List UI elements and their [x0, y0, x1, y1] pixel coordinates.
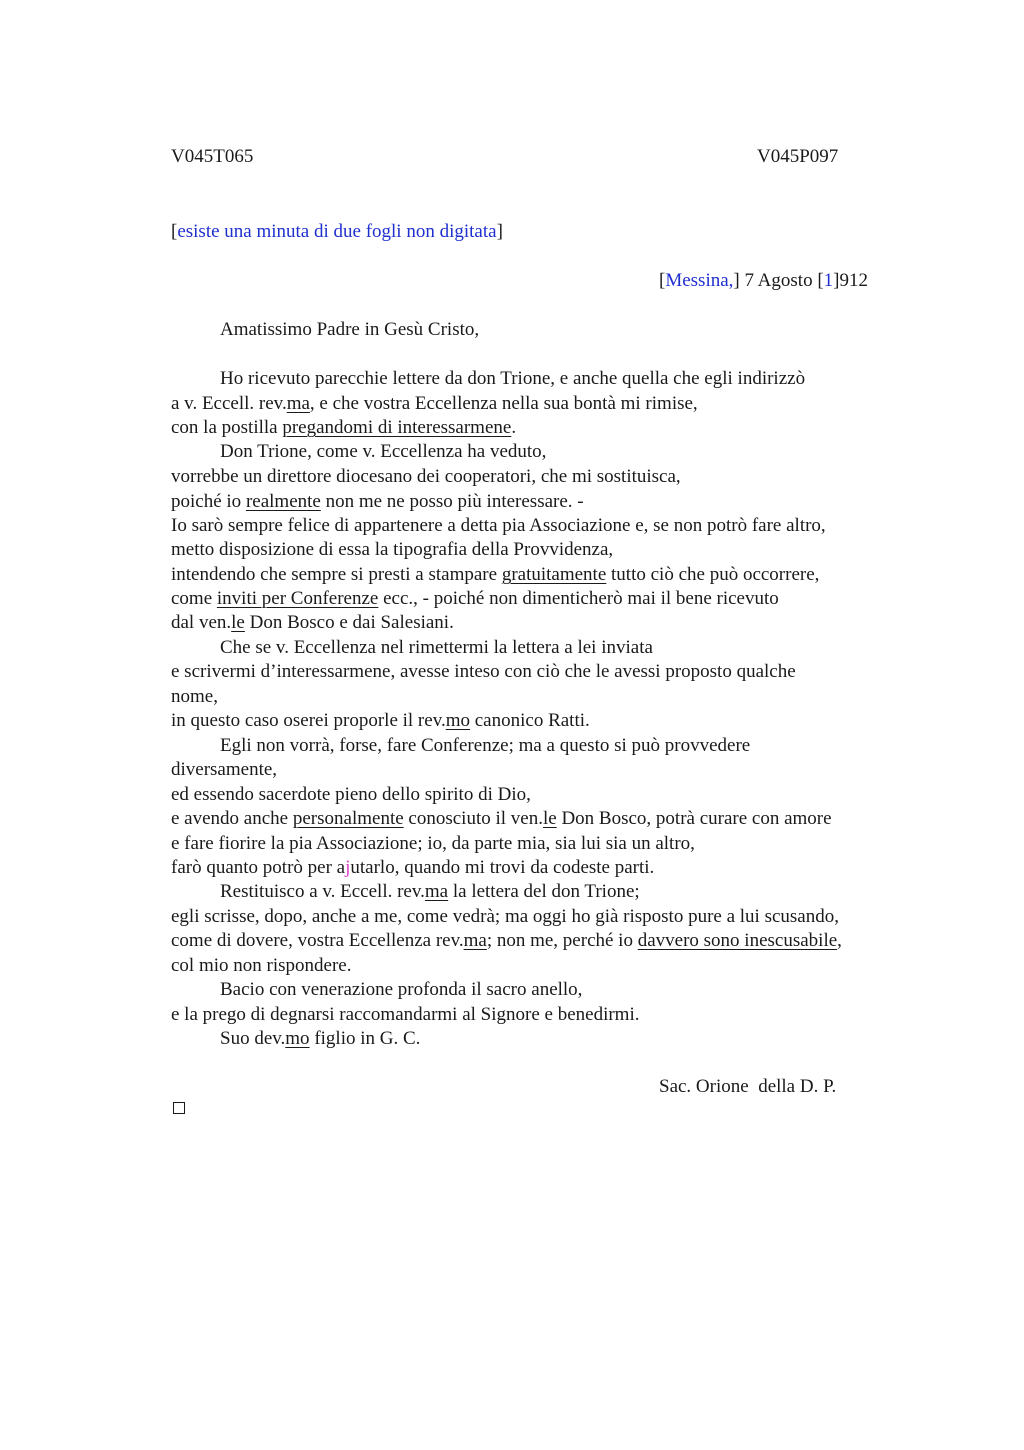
- underlined-text: realmente: [245, 491, 321, 512]
- text: farò quanto potrò per a: [171, 857, 346, 878]
- underlined-text: ma: [424, 881, 449, 902]
- letter-line: Che se v. Eccellenza nel rimettermi la lettera a lei inviata: [220, 637, 653, 658]
- text: ecc., - poiché non dimenticherò mai il bene ricevuto: [378, 588, 779, 609]
- note-text: esiste una minuta di due fogli non digitata: [177, 221, 497, 242]
- document-code-right: V045P097: [757, 146, 839, 167]
- text: tutto ciò che può occorrere,: [606, 564, 820, 585]
- note-bracket-open: [: [171, 221, 178, 242]
- letter-line: col mio non rispondere.: [171, 955, 352, 976]
- underlined-text: ma: [286, 393, 310, 414]
- text: ,: [837, 930, 842, 951]
- letter-line: Egli non vorrà, forse, fare Conferenze; ma a questo si può provvedere: [220, 735, 751, 756]
- underlined-text: le: [542, 808, 557, 829]
- text: ; non me, perché io: [486, 930, 638, 951]
- text: non me ne posso più interessare. -: [320, 491, 584, 512]
- underlined-text: gratuitamente: [501, 564, 607, 585]
- letter-line: [171, 709, 590, 733]
- letter-line: e la prego di degnarsi raccomandarmi al Signore e benedirmi.: [171, 1004, 640, 1025]
- text: utarlo, quando mi trovi da codeste parti.: [350, 857, 655, 878]
- text: a v. Eccell. rev.: [171, 393, 287, 414]
- text: figlio in G. C.: [309, 1028, 421, 1049]
- signature: Sac. Orione della D. P.: [659, 1076, 837, 1097]
- letter-line: [171, 392, 698, 416]
- underlined-text: pregandomi di interessarmene: [282, 417, 512, 438]
- letter-line: [171, 929, 842, 953]
- text: la lettera del don Trione;: [448, 881, 640, 902]
- dateline-b4: ]: [833, 270, 840, 291]
- underlined-text: inviti per Conferenze: [216, 588, 379, 609]
- letter-line: [171, 807, 832, 831]
- letter-line: e fare fiorire la pia Associazione; io, da parte mia, sia lui sia un altro,: [171, 833, 695, 854]
- text: .: [511, 417, 517, 438]
- text: dal ven.: [171, 612, 232, 633]
- text: Restituisco a v. Eccell. rev.: [220, 881, 425, 902]
- text: in questo caso oserei proporle il rev.: [171, 710, 446, 731]
- letter-line: [171, 416, 516, 440]
- letter-line: nome,: [171, 686, 218, 707]
- text: e avendo anche: [171, 808, 293, 829]
- letter-line: Io sarò sempre felice di appartenere a detta pia Associazione e, se non potrò fare altro,: [171, 515, 826, 536]
- dateline-b3: [: [817, 270, 824, 291]
- letter-line: Ho ricevuto parecchie lettere da don Trione, e anche quella che egli indirizzò: [220, 368, 806, 389]
- letter-line: [171, 611, 454, 635]
- letter-line: [220, 880, 640, 904]
- letter-line: Don Trione, come v. Eccellenza ha veduto,: [220, 441, 547, 462]
- text: Suo dev.: [220, 1028, 286, 1049]
- text: come: [171, 588, 217, 609]
- dateline-digit: 1: [823, 270, 834, 291]
- note-bracket-close: ]: [496, 221, 503, 242]
- closing-line: [220, 1027, 420, 1051]
- text: canonico Ratti.: [470, 710, 590, 731]
- text: Don Bosco e dai Salesiani.: [244, 612, 454, 633]
- dateline-year: 912: [839, 270, 868, 291]
- letter-line: e scrivermi d’interessarmene, avesse inteso con ciò che le avessi proposto qualche: [171, 661, 796, 682]
- letter-line: Bacio con venerazione profonda il sacro anello,: [220, 979, 583, 1000]
- underlined-text: ma: [463, 930, 487, 951]
- letter-line: vorrebbe un direttore diocesano dei cooperatori, che mi sostituisca,: [171, 466, 681, 487]
- letter-line: [171, 587, 779, 611]
- document-code-left: V045T065: [171, 146, 254, 167]
- dateline-b1: [: [659, 270, 666, 291]
- letter-line: [171, 563, 819, 587]
- dateline: [659, 270, 868, 292]
- letter-line: [171, 490, 584, 514]
- dateline-mid: 7 Agosto: [739, 270, 818, 291]
- text: conosciuto il ven.: [403, 808, 543, 829]
- salutation: Amatissimo Padre in Gesù Cristo,: [220, 319, 480, 340]
- text: , e che vostra Eccellenza nella sua bontà mi rimise,: [309, 393, 698, 414]
- letter-line: diversamente,: [171, 759, 278, 780]
- text: come di dovere, vostra Eccellenza rev.: [171, 930, 464, 951]
- text: con la postilla: [171, 417, 283, 438]
- letter-line: metto disposizione di essa la tipografia della Provvidenza,: [171, 539, 614, 560]
- underlined-text: davvero sono inescusabile: [637, 930, 838, 951]
- text: intendendo che sempre si presti a stampare: [171, 564, 502, 585]
- underlined-text: le: [231, 612, 245, 633]
- end-marker-square-icon: [173, 1102, 185, 1114]
- letter-line: ed essendo sacerdote pieno dello spirito di Dio,: [171, 784, 531, 805]
- letter-line: egli scrisse, dopo, anche a me, come vedrà; ma oggi ho già risposto pure a lui scusando,: [171, 906, 839, 927]
- letter-line: [171, 856, 654, 880]
- text: poiché io: [171, 491, 246, 512]
- editorial-note: [171, 221, 503, 243]
- corrected-letter: j: [345, 857, 351, 878]
- dateline-b2: ]: [733, 270, 740, 291]
- dateline-place: Messina,: [665, 270, 734, 291]
- underlined-text: personalmente: [292, 808, 404, 829]
- underlined-text: mo: [445, 710, 470, 731]
- underlined-text: mo: [285, 1028, 310, 1049]
- text: Don Bosco, potrà curare con amore: [556, 808, 832, 829]
